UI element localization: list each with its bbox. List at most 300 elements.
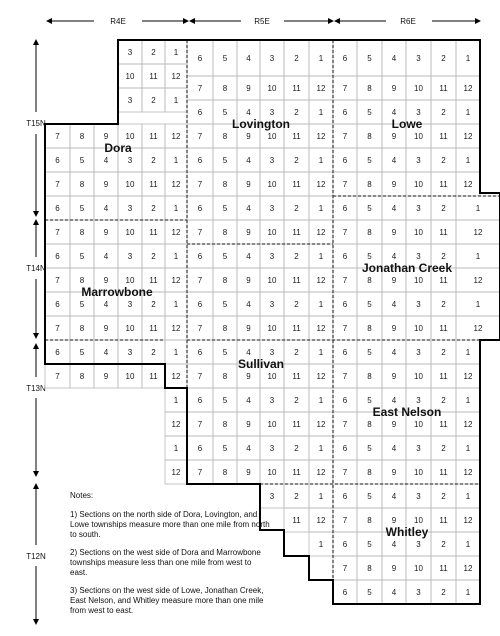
section-number: 9 [391,228,397,237]
section-number: 8 [79,180,85,189]
section-number: 1 [173,252,179,261]
section-number: 2 [294,300,299,309]
section-number: 9 [103,132,109,141]
section-number: 12 [171,420,181,429]
section-number: 11 [439,132,448,141]
section-number: 4 [246,204,251,213]
section-number: 4 [246,300,251,309]
section-number: 10 [414,228,423,237]
section-number: 3 [416,588,421,597]
section-number: 10 [414,372,423,381]
section-number: 6 [342,588,348,597]
section-number: 5 [367,588,372,597]
section-number: 10 [414,84,423,93]
section-number: 12 [473,324,483,333]
section-number: 1 [465,348,471,357]
section-number: 1 [173,300,179,309]
section-number: 3 [269,54,275,63]
section-number: 12 [473,228,483,237]
section-number: 6 [197,156,203,165]
section-number: 3 [269,204,275,213]
section-number: 7 [55,180,60,189]
section-number: 12 [171,276,181,285]
section-number: 2 [294,444,299,453]
section-number: 12 [171,468,181,477]
section-number: 4 [246,444,251,453]
section-number: 3 [416,444,421,453]
section-number: 10 [267,132,277,141]
section-number: 3 [269,444,275,453]
section-number: 4 [246,396,251,405]
section-number: 6 [197,396,203,405]
section-number: 3 [269,492,275,501]
section-number: 11 [439,372,448,381]
section-number: 8 [222,132,228,141]
section-number: 4 [246,252,251,261]
section-number: 2 [441,204,446,213]
section-number: 5 [367,204,372,213]
section-number: 1 [318,396,324,405]
section-number: 3 [416,54,421,63]
section-number: 7 [342,84,348,93]
section-number: 9 [103,324,109,333]
note-1: 1) Sections on the north side of Dora, Lovington, and Lowe townships measure more than one mile from north to south. [70,510,270,539]
section-number: 7 [55,132,60,141]
section-number: 3 [269,300,275,309]
section-number: 2 [294,156,299,165]
section-number: 3 [127,204,133,213]
section-number: 1 [173,96,179,105]
section-number: 6 [342,396,348,405]
section-number: 9 [246,228,251,237]
section-number: 4 [391,348,397,357]
section-number: 4 [103,252,109,261]
section-number: 7 [197,84,203,93]
section-number: 11 [292,468,301,477]
section-number: 10 [414,420,423,429]
section-number: 8 [367,564,372,573]
section-number: 2 [441,54,446,63]
section-number: 10 [414,180,423,189]
section-number: 3 [127,348,133,357]
section-number: 12 [171,132,181,141]
section-number: 12 [316,516,326,525]
section-number: 2 [441,348,446,357]
section-number: 9 [391,516,397,525]
section-number: 7 [197,132,203,141]
section-number: 12 [316,276,326,285]
section-number: 5 [79,204,85,213]
township-name-marrowbone: Marrowbone [81,285,153,299]
section-number: 1 [318,348,324,357]
section-number: 7 [342,420,348,429]
section-number: 10 [414,324,423,333]
section-number: 8 [367,516,372,525]
section-number: 9 [103,228,109,237]
section-number: 10 [414,132,423,141]
township-label-t14n: T14N [26,264,46,273]
section-number: 2 [151,252,156,261]
section-number: 9 [391,180,397,189]
section-number: 5 [79,156,85,165]
section-number: 11 [149,180,158,189]
section-number: 1 [173,48,179,57]
section-number: 11 [439,420,448,429]
section-number: 10 [125,72,135,81]
section-number: 12 [316,468,326,477]
section-number: 3 [416,540,421,549]
section-number: 3 [416,300,421,309]
section-number: 2 [294,396,299,405]
section-number: 5 [222,348,228,357]
section-number: 5 [222,252,228,261]
section-number: 4 [391,54,397,63]
section-number: 1 [465,396,471,405]
section-number: 5 [222,54,228,63]
section-number: 9 [391,84,397,93]
section-number: 6 [197,204,203,213]
section-number: 8 [367,180,372,189]
section-number: 9 [391,324,397,333]
notes-title: Notes: [70,491,94,500]
section-number: 9 [103,180,109,189]
section-number: 7 [197,420,203,429]
section-number: 6 [55,252,60,261]
section-number: 2 [441,300,446,309]
section-number: 3 [127,96,133,105]
section-number: 7 [342,276,348,285]
section-number: 1 [318,444,324,453]
township-name-sullivan: Sullivan [237,357,285,371]
section-number: 7 [197,180,203,189]
section-number: 5 [367,348,372,357]
section-number: 1 [475,252,481,261]
section-number: 5 [222,444,228,453]
section-number: 6 [342,492,348,501]
section-number: 11 [439,468,448,477]
section-number: 4 [391,492,397,501]
section-number: 1 [465,588,471,597]
section-number: 4 [246,156,251,165]
section-number: 11 [439,276,448,285]
section-number: 11 [292,420,301,429]
section-number: 4 [103,156,109,165]
section-number: 7 [342,516,348,525]
section-number: 5 [367,300,372,309]
section-number: 7 [55,324,60,333]
section-number: 12 [463,180,473,189]
section-number: 11 [292,132,301,141]
section-number: 12 [316,324,326,333]
range-label-r4e: R4E [110,17,126,26]
section-number: 11 [292,516,301,525]
section-number: 5 [367,252,372,261]
section-number: 2 [441,588,446,597]
section-number: 2 [441,492,446,501]
section-number: 12 [171,324,181,333]
section-number: 11 [439,324,448,333]
section-number: 1 [318,54,324,63]
section-number: 8 [222,372,228,381]
section-number: 8 [367,468,372,477]
section-number: 5 [222,204,228,213]
section-number: 3 [416,204,421,213]
section-number: 11 [149,324,158,333]
section-number: 12 [316,420,326,429]
section-number: 12 [316,372,326,381]
section-number: 1 [318,108,324,117]
township-name-lowe: Lowe [391,117,423,131]
section-number: 1 [318,156,324,165]
section-number: 8 [222,84,228,93]
section-number: 9 [246,468,251,477]
section-number: 2 [294,252,299,261]
section-number: 9 [103,372,109,381]
section-number: 1 [173,204,179,213]
section-number: 9 [391,468,397,477]
section-number: 9 [246,324,251,333]
section-number: 12 [316,180,326,189]
section-number: 1 [465,108,471,117]
section-number: 11 [439,564,448,573]
section-number: 9 [391,132,397,141]
section-number: 8 [367,132,372,141]
section-number: 5 [79,300,85,309]
section-number: 7 [342,132,348,141]
section-number: 8 [79,372,85,381]
section-number: 3 [127,48,133,57]
section-number: 11 [149,72,158,81]
section-number: 10 [125,276,135,285]
section-number: 12 [473,276,483,285]
section-number: 7 [55,228,60,237]
section-number: 1 [173,444,179,453]
section-number: 5 [367,540,372,549]
section-number: 12 [316,84,326,93]
section-number: 6 [197,54,203,63]
section-number: 12 [463,372,473,381]
section-number: 3 [127,156,133,165]
section-number: 3 [416,348,421,357]
section-number: 9 [246,84,251,93]
section-number: 1 [465,492,471,501]
section-number: 9 [246,420,251,429]
section-number: 2 [151,204,156,213]
section-number: 1 [173,348,179,357]
section-number: 6 [342,252,348,261]
section-number: 2 [294,54,299,63]
section-number: 8 [367,420,372,429]
section-number: 10 [125,180,135,189]
section-number: 6 [342,54,348,63]
section-number: 7 [197,468,203,477]
township-label-t15n: T15N [26,119,46,128]
section-number: 12 [463,516,473,525]
section-number: 9 [246,276,251,285]
section-number: 7 [197,324,203,333]
section-number: 2 [441,444,446,453]
section-number: 6 [55,204,60,213]
section-number: 5 [222,300,228,309]
section-number: 2 [441,156,446,165]
section-number: 10 [267,324,277,333]
section-number: 7 [197,228,203,237]
section-number: 6 [342,300,348,309]
section-number: 6 [197,108,203,117]
section-number: 10 [267,84,277,93]
section-number: 11 [292,180,301,189]
section-number: 5 [222,396,228,405]
section-number: 12 [171,228,181,237]
section-number: 1 [465,444,471,453]
section-number: 10 [414,564,423,573]
section-number: 6 [197,348,203,357]
section-number: 9 [391,564,397,573]
section-number: 4 [103,348,109,357]
section-number: 5 [367,54,372,63]
section-number: 7 [342,228,348,237]
section-number: 5 [367,108,372,117]
section-number: 4 [391,444,397,453]
section-number: 12 [171,72,181,81]
section-number: 10 [414,468,423,477]
section-number: 10 [267,276,277,285]
section-number: 11 [439,516,448,525]
section-number: 6 [55,300,60,309]
section-number: 8 [367,324,372,333]
section-number: 6 [342,444,348,453]
section-number: 1 [173,156,179,165]
section-number: 5 [367,492,372,501]
section-number: 1 [465,540,471,549]
section-number: 4 [391,156,397,165]
township-name-lovington: Lovington [232,117,290,131]
section-number: 4 [103,204,109,213]
section-number: 5 [79,348,85,357]
section-number: 1 [475,300,481,309]
section-number: 9 [246,372,251,381]
section-number: 3 [127,300,133,309]
section-number: 10 [267,372,277,381]
section-number: 12 [171,372,181,381]
section-number: 6 [342,108,348,117]
section-number: 3 [269,348,275,357]
section-number: 8 [367,372,372,381]
section-number: 9 [103,276,109,285]
section-number: 2 [441,540,446,549]
section-number: 4 [391,204,397,213]
range-label-r6e: R6E [400,17,416,26]
section-number: 11 [439,84,448,93]
section-number: 12 [316,228,326,237]
section-number: 5 [367,396,372,405]
section-number: 8 [222,468,228,477]
section-number: 8 [79,276,85,285]
section-number: 7 [55,372,60,381]
section-number: 3 [416,396,421,405]
section-number: 12 [463,132,473,141]
section-number: 10 [125,132,135,141]
section-number: 1 [318,204,324,213]
notes-block [70,491,270,624]
section-number: 3 [416,156,421,165]
section-number: 5 [222,108,228,117]
section-number: 11 [439,180,448,189]
section-number: 4 [391,396,397,405]
section-number: 11 [292,228,301,237]
section-number: 12 [463,84,473,93]
section-number: 2 [151,348,156,357]
section-number: 9 [246,132,251,141]
township-name-whitley: Whitley [385,525,429,539]
section-number: 10 [414,276,423,285]
section-number: 12 [463,420,473,429]
section-number: 8 [222,420,228,429]
section-number: 7 [342,324,348,333]
section-number: 11 [292,324,301,333]
section-number: 10 [267,228,277,237]
section-number: 2 [151,156,156,165]
section-number: 12 [171,180,181,189]
section-number: 10 [267,468,277,477]
section-number: 7 [55,276,60,285]
section-number: 8 [222,228,228,237]
section-number: 2 [294,204,299,213]
section-number: 1 [318,492,324,501]
section-number: 11 [292,276,301,285]
section-number: 9 [391,372,397,381]
section-number: 9 [391,276,397,285]
section-number: 8 [222,324,228,333]
section-number: 6 [197,252,203,261]
section-number: 11 [149,372,158,381]
section-number: 4 [246,348,251,357]
section-number: 4 [391,588,397,597]
section-number: 8 [367,84,372,93]
section-number: 7 [342,564,348,573]
section-number: 10 [267,420,277,429]
section-number: 10 [125,228,135,237]
section-number: 11 [149,276,158,285]
section-number: 4 [246,54,251,63]
section-number: 3 [269,108,275,117]
section-number: 3 [127,252,133,261]
section-number: 11 [439,228,448,237]
section-number: 2 [294,492,299,501]
section-number: 5 [367,444,372,453]
section-number: 1 [465,156,471,165]
section-number: 7 [342,180,348,189]
section-number: 6 [197,300,203,309]
section-number: 2 [151,48,156,57]
section-number: 7 [197,372,203,381]
section-number: 4 [391,300,397,309]
section-number: 3 [416,492,421,501]
section-number: 1 [465,54,471,63]
section-number: 5 [367,156,372,165]
section-number: 12 [463,468,473,477]
township-name-dora: Dora [104,141,132,155]
section-number: 8 [222,180,228,189]
section-number: 4 [246,108,251,117]
section-number: 8 [367,228,372,237]
section-number: 8 [222,276,228,285]
section-number: 5 [222,156,228,165]
range-label-r5e: R5E [254,17,270,26]
section-number: 8 [79,324,85,333]
section-number: 7 [342,372,348,381]
section-number: 3 [269,252,275,261]
